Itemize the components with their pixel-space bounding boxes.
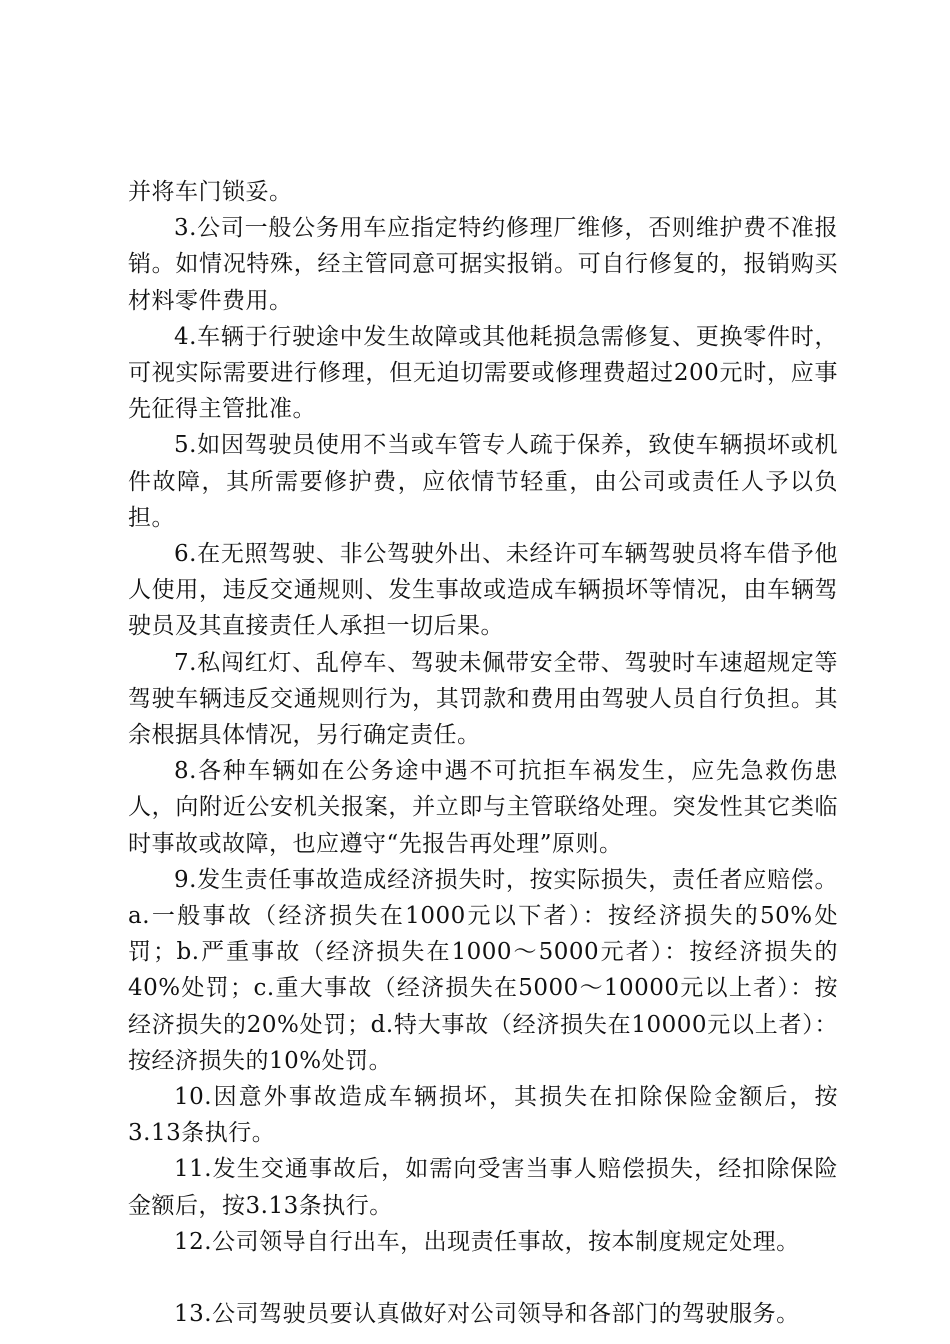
paragraph-item-13: 13.公司驾驶员要认真做好对公司领导和各部门的驾驶服务。 xyxy=(174,1301,800,1328)
paragraph-item-10: 10.因意外事故造成车辆损坏，其损失在扣除保险金额后，按3.13条执行。 xyxy=(128,1084,838,1147)
paragraph-item-5: 5.如因驾驶员使用不当或车管专人疏于保养，致使车辆损坏或机件故障，其所需要修护费，应依情节轻重，由公司或责任人予以负担。 xyxy=(128,432,838,531)
document-body xyxy=(128,174,838,1332)
paragraph-item-8: 8.各种车辆如在公务途中遇不可抗拒车祸发生，应先急救伤患人，向附近公安机关报案，并立即与主管联络处理。突发性其它类临时事故或故障，也应遵守“先报告再处理”原则。 xyxy=(128,758,838,857)
paragraph-item-11: 11.发生交通事故后，如需向受害当事人赔偿损失，经扣除保险金额后，按3.13条执行。 xyxy=(128,1156,838,1219)
paragraph-item-6: 6.在无照驾驶、非公驾驶外出、未经许可车辆驾驶员将车借予他人使用，违反交通规则、发生事故或造成车辆损坏等情况，由车辆驾驶员及其直接责任人承担一切后果。 xyxy=(128,541,838,640)
paragraph-continuation: 并将车门锁妥。 xyxy=(128,179,293,205)
blank-line xyxy=(128,1260,838,1296)
paragraph-item-4: 4.车辆于行驶途中发生故障或其他耗损急需修复、更换零件时，可视实际需要进行修理，但无迫切需要或修理费超过200元时，应事先征得主管批准。 xyxy=(128,323,838,423)
paragraph-item-3: 3.公司一般公务用车应指定特约修理厂维修，否则维护费不准报销。如情况特殊，经主管同意可据实报销。可自行修复的，报销购买材料零件费用。 xyxy=(128,215,838,314)
paragraph-item-7: 7.私闯红灯、乱停车、驾驶未佩带安全带、驾驶时车速超规定等驾驶车辆违反交通规则行为，其罚款和费用由驾驶人员自行负担。其余根据具体情况，另行确定责任。 xyxy=(128,649,838,749)
paragraph-item-9: 9.发生责任事故造成经济损失时，按实际损失，责任者应赔偿。a.一般事故（经济损失在1000元以下者）：按经济损失的50%处罚；b.严重事故（经济损失在1000～5000元者）：按经济损失的40%处罚；c.重大事故（经济损失在5000～10000元以上者）：按经济损失的20%处罚；d.特大事故（经济损失在10000元以上者）：按经济损失的10%处罚。 xyxy=(128,866,838,1074)
paragraph-item-12: 12.公司领导自行出车，出现责任事故，按本制度规定处理。 xyxy=(174,1228,800,1255)
